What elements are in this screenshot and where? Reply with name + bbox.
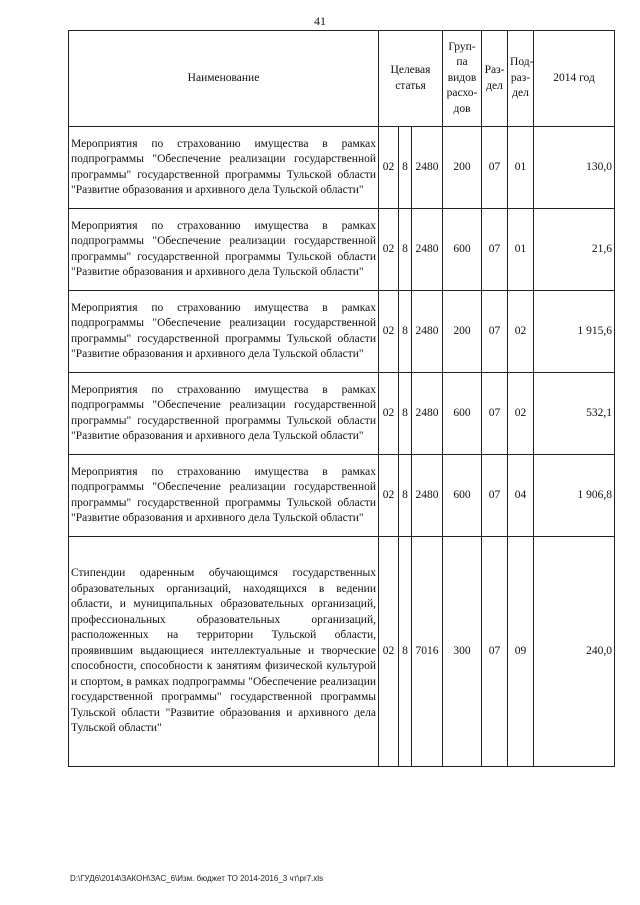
header-section: Раз-дел xyxy=(482,31,508,127)
row-target-subprogram: 8 xyxy=(399,209,412,291)
row-target-subprogram: 8 xyxy=(399,291,412,373)
row-section: 07 xyxy=(482,373,508,455)
row-amount: 532,1 xyxy=(534,373,615,455)
page-number: 41 xyxy=(314,14,326,28)
row-section: 07 xyxy=(482,127,508,209)
table-row xyxy=(69,455,615,537)
row-group: 600 xyxy=(443,455,482,537)
row-name: Мероприятия по страхованию имущества в рамках подпрограммы "Обеспечение реализации государственной программы" государственной программы Тульской области "Развитие образования и архивного дела Тульской области" xyxy=(69,291,379,373)
header-group: Груп-па видов расхо-дов xyxy=(443,31,482,127)
row-section: 07 xyxy=(482,455,508,537)
row-target-program: 02 xyxy=(379,209,399,291)
row-section: 07 xyxy=(482,537,508,767)
row-target-subprogram: 8 xyxy=(399,537,412,767)
header-target: Целевая статья xyxy=(379,31,443,127)
row-amount: 1 906,8 xyxy=(534,455,615,537)
budget-table xyxy=(68,30,615,767)
table-row xyxy=(69,373,615,455)
row-group: 300 xyxy=(443,537,482,767)
row-subsection: 09 xyxy=(508,537,534,767)
row-subsection: 02 xyxy=(508,291,534,373)
row-target-direction: 2480 xyxy=(412,455,443,537)
table-row xyxy=(69,209,615,291)
row-target-program: 02 xyxy=(379,127,399,209)
row-group: 200 xyxy=(443,127,482,209)
row-amount: 1 915,6 xyxy=(534,291,615,373)
row-target-direction: 2480 xyxy=(412,373,443,455)
row-target-direction: 2480 xyxy=(412,127,443,209)
row-amount: 130,0 xyxy=(534,127,615,209)
file-path-footer: D:\ГУД6\2014\ЗАКОН\ЗАС_6\Изм. бюджет ТО 2014-2016_3 чт\pr7.xls xyxy=(70,874,324,883)
header-subsection: Под-раз-дел xyxy=(508,31,534,127)
table-row xyxy=(69,127,615,209)
row-target-subprogram: 8 xyxy=(399,373,412,455)
header-row xyxy=(69,31,615,127)
row-target-direction: 2480 xyxy=(412,291,443,373)
row-group: 600 xyxy=(443,209,482,291)
row-subsection: 01 xyxy=(508,127,534,209)
row-amount: 21,6 xyxy=(534,209,615,291)
row-subsection: 01 xyxy=(508,209,534,291)
row-target-program: 02 xyxy=(379,455,399,537)
row-target-direction: 7016 xyxy=(412,537,443,767)
row-subsection: 04 xyxy=(508,455,534,537)
row-target-program: 02 xyxy=(379,537,399,767)
table-row xyxy=(69,537,615,767)
row-name: Мероприятия по страхованию имущества в рамках подпрограммы "Обеспечение реализации государственной программы" государственной программы Тульской области "Развитие образования и архивного дела Тульской области" xyxy=(69,209,379,291)
row-target-subprogram: 8 xyxy=(399,455,412,537)
row-group: 200 xyxy=(443,291,482,373)
row-name: Мероприятия по страхованию имущества в рамках подпрограммы "Обеспечение реализации государственной программы" государственной программы Тульской области "Развитие образования и архивного дела Тульской области" xyxy=(69,373,379,455)
row-group: 600 xyxy=(443,373,482,455)
row-section: 07 xyxy=(482,291,508,373)
row-name: Мероприятия по страхованию имущества в рамках подпрограммы "Обеспечение реализации государственной программы" государственной программы Тульской области "Развитие образования и архивного дела Тульской области" xyxy=(69,455,379,537)
table-row xyxy=(69,291,615,373)
row-amount: 240,0 xyxy=(534,537,615,767)
row-target-program: 02 xyxy=(379,291,399,373)
row-name: Мероприятия по страхованию имущества в рамках подпрограммы "Обеспечение реализации государственной программы" государственной программы Тульской области "Развитие образования и архивного дела Тульской области" xyxy=(69,127,379,209)
row-subsection: 02 xyxy=(508,373,534,455)
row-target-direction: 2480 xyxy=(412,209,443,291)
row-target-program: 02 xyxy=(379,373,399,455)
header-name: Наименование xyxy=(69,31,379,127)
row-section: 07 xyxy=(482,209,508,291)
row-name: Стипендии одаренным обучающимся государственных образовательных организаций, находящихся в ведении области, и муниципальных образовательных организаций, профессиональных образовательных организаций, расположенных на территории Тульской области, проявившим выдающиеся интеллектуальные и творческие способности, способности к занятиям физической культурой и спортом, в рамках подпрограммы "Обеспечение реализации государственной программы" государственной программы Тульской области "Развитие образования и архивного дела Тульской области" xyxy=(69,537,379,767)
row-target-subprogram: 8 xyxy=(399,127,412,209)
header-year: 2014 год xyxy=(534,31,615,127)
